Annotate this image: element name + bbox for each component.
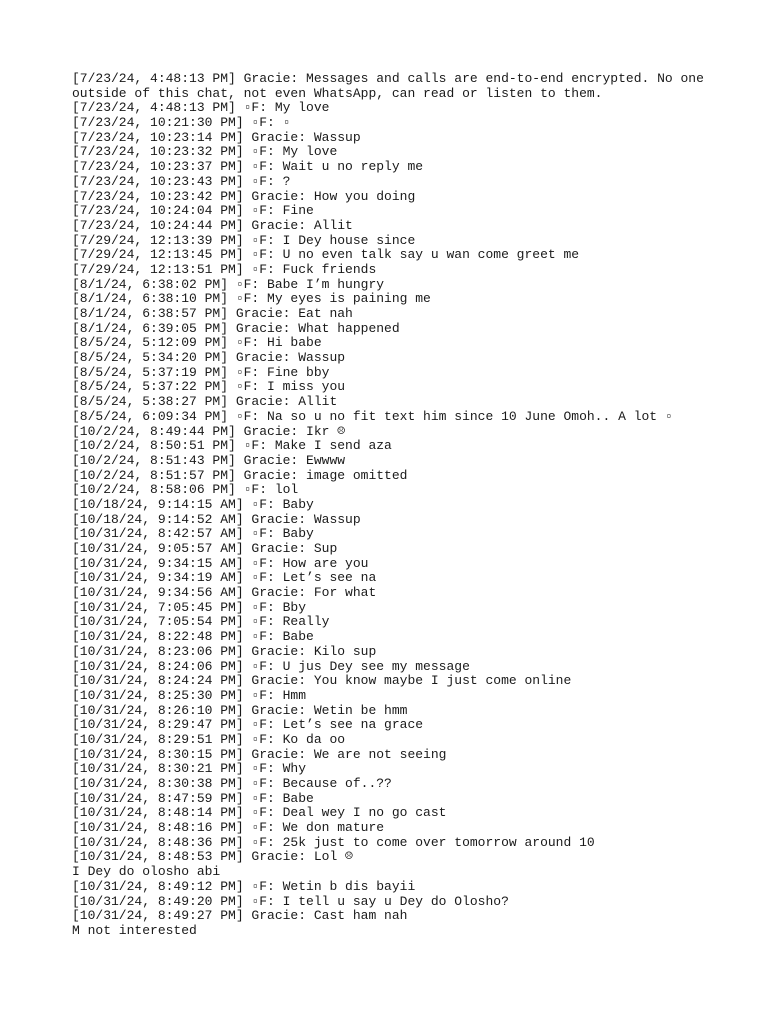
chat-line: [7/29/24, 12:13:45 PM] ▫F: U no even talk say u wan come greet me xyxy=(72,247,580,263)
chat-line: [10/31/24, 8:25:30 PM] ▫F: Hmm xyxy=(72,687,307,703)
chat-line: [8/1/24, 6:38:10 PM] ▫F: My eyes is paining me xyxy=(72,291,431,307)
chat-line: [10/31/24, 8:30:38 PM] ▫F: Because of..?? xyxy=(72,776,392,791)
chat-line: [10/31/24, 8:48:16 PM] ▫F: We don mature xyxy=(72,820,385,836)
chat-line: [10/31/24, 8:30:15 PM] Gracie: We are not seeing xyxy=(72,746,447,762)
chat-line: [10/2/24, 8:51:43 PM] Gracie: Ewwww xyxy=(72,452,346,468)
chat-line: [10/2/24, 8:51:57 PM] Gracie: image omitted xyxy=(72,467,408,483)
chat-line: [10/31/24, 8:22:48 PM] ▫F: Babe xyxy=(72,629,314,645)
chat-line: [7/23/24, 10:23:37 PM] ▫F: Wait u no reply me xyxy=(72,159,424,175)
chat-line: [10/31/24, 8:47:59 PM] ▫F: Babe xyxy=(72,790,314,806)
chat-line: [10/2/24, 8:58:06 PM] ▫F: lol xyxy=(72,482,299,498)
chat-line: [7/23/24, 10:24:44 PM] Gracie: Allit xyxy=(72,217,353,233)
chat-line: [10/31/24, 9:34:15 AM] ▫F: How are you xyxy=(72,555,369,571)
chat-line: [10/31/24, 8:49:12 PM] ▫F: Wetin b dis bayii xyxy=(72,878,416,894)
chat-line: [8/5/24, 6:09:34 PM] ▫F: Na so u no fit text him since 10 June Omoh.. A lot ▫ xyxy=(72,408,673,424)
chat-line: [7/23/24, 4:48:13 PM] Gracie: Messages and calls are end-to-end encrypted. No one xyxy=(72,71,704,86)
chat-line: [7/23/24, 10:23:42 PM] Gracie: How you doing xyxy=(72,188,416,204)
chat-line: [8/1/24, 6:39:05 PM] Gracie: What happened xyxy=(72,320,400,336)
chat-line: [10/31/24, 7:05:54 PM] ▫F: Really xyxy=(72,614,330,630)
chat-line: [7/23/24, 4:48:13 PM] ▫F: My love xyxy=(72,100,330,116)
chat-line: [10/31/24, 8:48:53 PM] Gracie: Lol ☹ xyxy=(72,849,353,865)
chat-line: [7/29/24, 12:13:39 PM] ▫F: I Dey house since xyxy=(72,232,416,248)
chat-line: [10/31/24, 8:29:51 PM] ▫F: Ko da oo xyxy=(72,731,346,747)
chat-line: [10/18/24, 9:14:15 AM] ▫F: Baby xyxy=(72,496,314,512)
chat-line: [10/18/24, 9:14:52 AM] Gracie: Wassup xyxy=(72,511,361,527)
chat-line: [8/5/24, 5:38:27 PM] Gracie: Allit xyxy=(72,394,338,410)
chat-line: [7/23/24, 10:23:43 PM] ▫F: ? xyxy=(72,173,291,189)
chat-line: [10/31/24, 8:49:20 PM] ▫F: I tell u say u Dey do Olosho? xyxy=(72,893,509,909)
chat-line: [7/23/24, 10:24:04 PM] ▫F: Fine xyxy=(72,203,314,219)
chat-line: [10/31/24, 8:24:24 PM] Gracie: You know maybe I just come online xyxy=(72,673,572,689)
chat-line: [8/5/24, 5:37:22 PM] ▫F: I miss you xyxy=(72,379,346,395)
chat-line: [10/2/24, 8:50:51 PM] ▫F: Make I send aza xyxy=(72,438,392,454)
chat-line: [10/31/24, 8:49:27 PM] Gracie: Cast ham nah xyxy=(72,908,408,924)
chat-line: [10/31/24, 8:29:47 PM] ▫F: Let’s see na grace xyxy=(72,717,424,733)
chat-line: [10/31/24, 7:05:45 PM] ▫F: Bby xyxy=(72,599,307,615)
chat-transcript xyxy=(72,72,712,939)
chat-line: [10/31/24, 8:30:21 PM] ▫F: Why xyxy=(72,761,307,777)
chat-line: [10/31/24, 8:24:06 PM] ▫F: U jus Dey see my message xyxy=(72,658,470,674)
chat-line: [10/31/24, 8:23:06 PM] Gracie: Kilo sup xyxy=(72,643,377,659)
chat-line: [10/31/24, 9:34:56 AM] Gracie: For what xyxy=(72,585,377,601)
chat-line: [8/1/24, 6:38:02 PM] ▫F: Babe I’m hungry xyxy=(72,276,385,292)
chat-line: [10/31/24, 8:26:10 PM] Gracie: Wetin be hmm xyxy=(72,702,408,718)
chat-line: [7/29/24, 12:13:51 PM] ▫F: Fuck friends xyxy=(72,261,377,277)
chat-line: M not interested xyxy=(72,922,197,938)
chat-line: [10/31/24, 9:34:19 AM] ▫F: Let’s see na xyxy=(72,570,377,586)
chat-line: [10/31/24, 8:48:14 PM] ▫F: Deal wey I no go cast xyxy=(72,805,447,821)
chat-line: I Dey do olosho abi xyxy=(72,864,221,880)
chat-line: [8/5/24, 5:12:09 PM] ▫F: Hi babe xyxy=(72,335,322,351)
chat-line: [7/23/24, 10:21:30 PM] ▫F: ▫ xyxy=(72,115,291,131)
chat-line: [10/31/24, 8:48:36 PM] ▫F: 25k just to come over tomorrow around 10 xyxy=(72,834,595,850)
chat-line: [10/31/24, 8:42:57 AM] ▫F: Baby xyxy=(72,526,314,542)
chat-line: [7/23/24, 10:23:14 PM] Gracie: Wassup xyxy=(72,129,361,145)
chat-line: [10/2/24, 8:49:44 PM] Gracie: Ikr ☹ xyxy=(72,423,346,439)
chat-line: outside of this chat, not even WhatsApp, can read or listen to them. xyxy=(72,85,603,101)
chat-line: [8/5/24, 5:34:20 PM] Gracie: Wassup xyxy=(72,350,346,366)
chat-line: [10/31/24, 9:05:57 AM] Gracie: Sup xyxy=(72,541,338,556)
chat-line: [8/5/24, 5:37:19 PM] ▫F: Fine bby xyxy=(72,364,330,380)
chat-line: [8/1/24, 6:38:57 PM] Gracie: Eat nah xyxy=(72,306,353,321)
chat-line: [7/23/24, 10:23:32 PM] ▫F: My love xyxy=(72,144,338,160)
